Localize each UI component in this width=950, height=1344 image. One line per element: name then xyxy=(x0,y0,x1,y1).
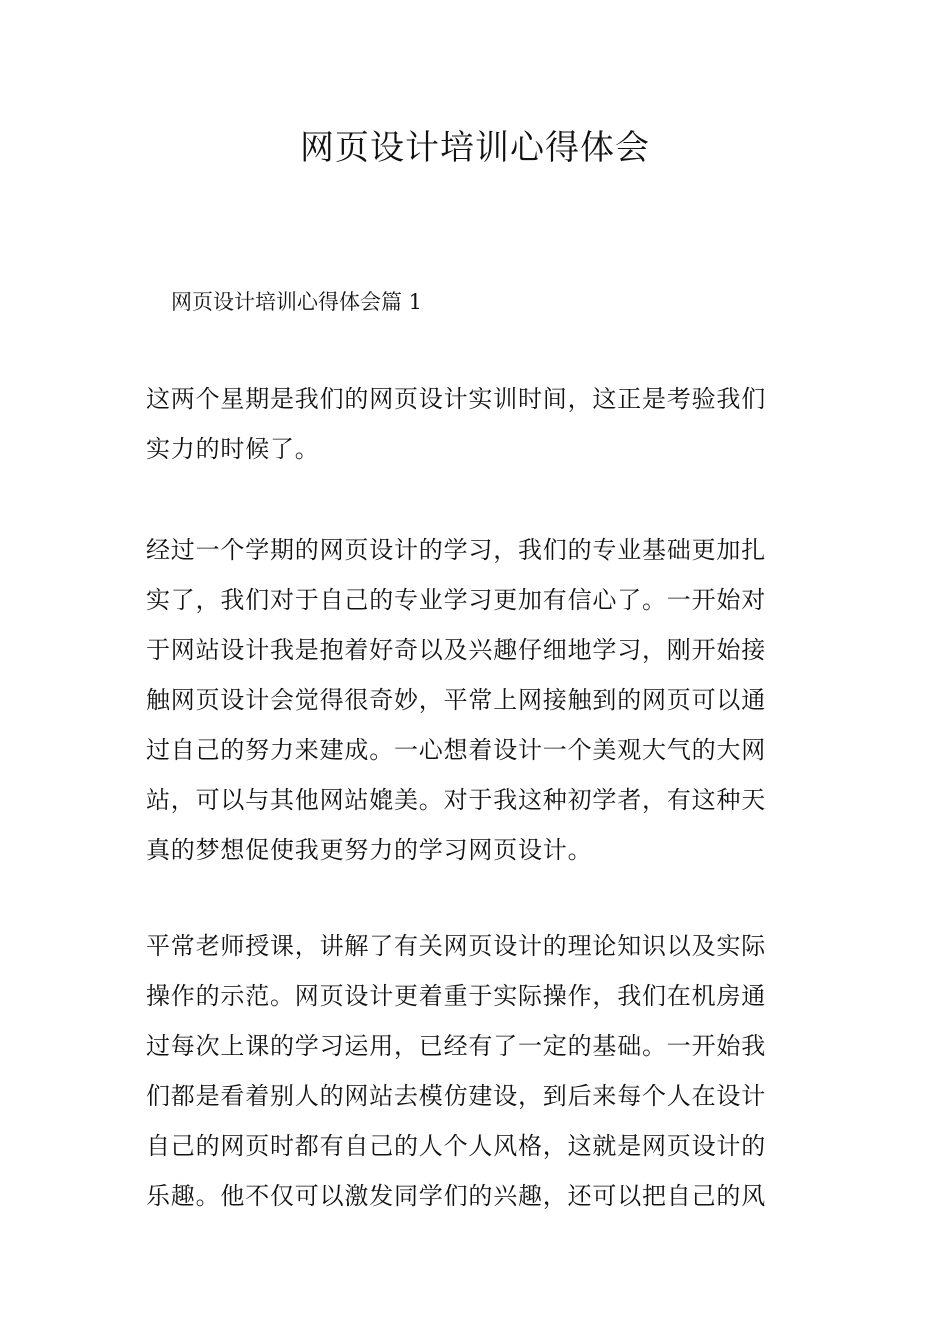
paragraph-line: 操作的示范。网页设计更着重于实际操作，我们在机房通 xyxy=(146,982,766,1010)
paragraph-line: 触网页设计会觉得很奇妙，平常上网接触到的网页可以通 xyxy=(146,686,766,714)
paragraph-line: 自己的网页时都有自己的人个人风格，这就是网页设计的 xyxy=(146,1132,766,1160)
paragraph-line: 实了，我们对于自己的专业学习更加有信心了。一开始对 xyxy=(146,586,766,614)
paragraph-3 xyxy=(146,921,806,1221)
paragraph-line: 真的梦想促使我更努力的学习网页设计。 xyxy=(146,836,593,864)
paragraph-1 xyxy=(146,374,806,474)
paragraph-line: 过每次上课的学习运用，已经有了一定的基础。一开始我 xyxy=(146,1032,766,1060)
paragraph-line: 过自己的努力来建成。一心想着设计一个美观大气的大网 xyxy=(146,736,766,764)
paragraph-line: 平常老师授课，讲解了有关网页设计的理论知识以及实际 xyxy=(146,932,766,960)
paragraph-line: 这两个星期是我们的网页设计实训时间，这正是考验我们 xyxy=(146,385,766,413)
paragraph-line: 们都是看着别人的网站去模仿建设，到后来每个人在设计 xyxy=(146,1082,766,1110)
document-title: 网页设计培训心得体会 xyxy=(300,128,650,168)
section-heading: 网页设计培训心得体会篇 1 xyxy=(171,290,423,314)
paragraph-line: 经过一个学期的网页设计的学习，我们的专业基础更加扎 xyxy=(146,536,766,564)
paragraph-2 xyxy=(146,525,806,875)
paragraph-line: 乐趣。他不仅可以激发同学们的兴趣，还可以把自己的风 xyxy=(146,1182,766,1210)
paragraph-line: 于网站设计我是抱着好奇以及兴趣仔细地学习，刚开始接 xyxy=(146,636,766,664)
paragraph-line: 站，可以与其他网站媲美。对于我这种初学者，有这种天 xyxy=(146,786,766,814)
paragraph-line: 实力的时候了。 xyxy=(146,435,320,463)
